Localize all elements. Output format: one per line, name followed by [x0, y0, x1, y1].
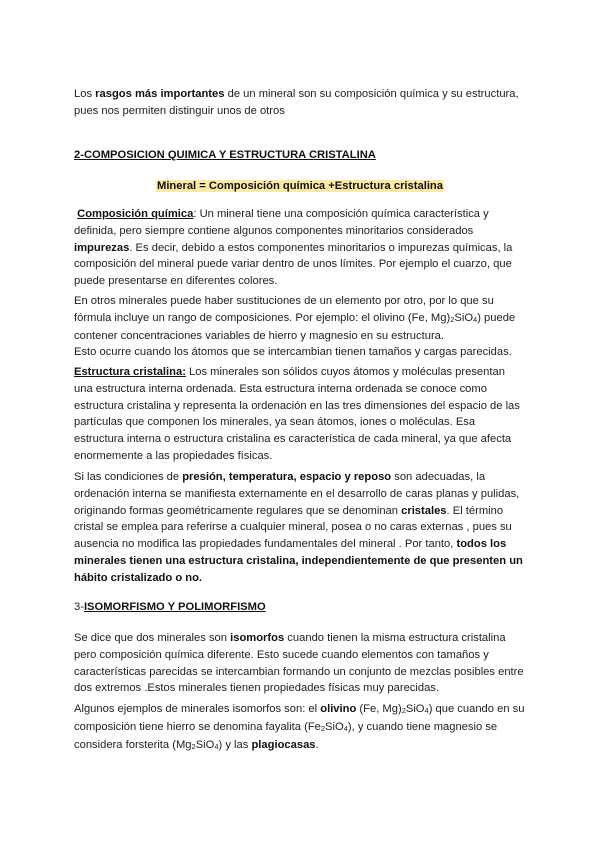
section-3-heading: [74, 599, 526, 616]
section-3-prefix: 3-: [74, 601, 84, 613]
ejemplos-text: SiO: [195, 738, 215, 751]
ejemplos-text: ) y las: [218, 738, 252, 751]
subscript: 4: [343, 723, 348, 733]
ejemplos-text: SiO: [325, 720, 344, 733]
subscript: 2: [401, 706, 406, 715]
condiciones-text-3: . El término cristal se emplea para referirse a cualquier mineral, posea o no caras externas , pues su ausencia no modifica las propiedades fundamentales del mineral . Por tanto,: [74, 504, 512, 551]
sustituciones-text-3: Esto ocurre cuando los átomos que se intercambian tienen tamaños y cargas parecidas.: [74, 346, 512, 359]
ejemplos-text: Algunos ejemplos de minerales isomorfos son: el: [74, 703, 321, 715]
formula-line: [0, 178, 600, 195]
olivino-bold: olivino: [320, 703, 357, 715]
sustituciones-paragraph: [74, 293, 526, 361]
condiciones-bold-3: todos los minerales tienen una estructura cristalina, independientemente de que presenten un hábito cristalizado o no.: [74, 538, 523, 584]
composicion-text-1: : Un mineral tiene una composición química característica y definida, pero siempre contiene algunos componentes minoritarios considerados: [74, 208, 489, 237]
formula-highlight: Mineral = Composición química +Estructura cristalina: [157, 180, 443, 192]
subscript: 2: [320, 723, 326, 733]
composicion-text-2: . Es decir, debido a estos componentes minoritarios o impurezas químicas, la composición del mineral puede variar dentro de unos límites. Por ejemplo el cuarzo, que puede presentarse en diferentes colores.: [74, 241, 513, 288]
condiciones-text-1: Si las condiciones de: [74, 471, 183, 483]
section-2-title: 2-COMPOSICION QUIMICA Y ESTRUCTURA CRISTALINA: [74, 149, 376, 161]
ejemplos-text: ), y cuando tiene magnesio se considera forsterita (Mg: [74, 720, 498, 751]
intro-text-end: de un mineral son su composición química y su estructura, pues nos permiten distinguir unos de otros: [74, 88, 519, 117]
impurezas-bold: impurezas: [74, 241, 130, 254]
ejemplos-paragraph: [74, 701, 526, 754]
sustituciones-text-2: ) puede contener concentraciones variables de hierro y magnesio en su estructura.: [74, 311, 516, 342]
composicion-term: Composición química: [77, 208, 194, 220]
condiciones-bold-1: presión, temperatura, espacio y reposo: [182, 471, 392, 483]
subscript: 4: [424, 706, 429, 715]
ejemplos-text: ) que cuando en su composición tiene hierro se denomina fayalita (Fe: [74, 703, 525, 733]
intro-bold: rasgos más importantes: [95, 88, 225, 100]
subscript: 2: [191, 741, 196, 751]
subscript: 2: [450, 314, 455, 324]
intro-paragraph: [74, 86, 526, 120]
estructura-term: Estructura cristalina:: [74, 366, 186, 378]
estructura-paragraph: [74, 364, 526, 465]
ejemplos-text: SiO: [405, 703, 425, 715]
ejemplos-text: .: [315, 738, 319, 751]
isomorfos-bold: isomorfos: [230, 632, 285, 644]
isomorfos-text-2: cuando tienen la misma estructura cristalina pero composición química diferente. Esto sucede cuando elementos con tamaños y características parecidas se intercambian formando un conjunto de mezclas posibles entre dos extremos .Estos minerales tienen propiedades físicas muy parecidas.: [74, 632, 524, 695]
ejemplos-text: (Fe, Mg): [356, 703, 402, 715]
sustituciones-formula: SiO: [454, 311, 474, 324]
isomorfos-text-1: Se dice que dos minerales son: [74, 632, 231, 644]
cristales-bold: cristales: [401, 504, 447, 517]
section-3-title: ISOMORFISMO Y POLIMORFISMO: [83, 601, 266, 613]
subscript: 4: [473, 314, 478, 324]
isomorfos-paragraph: [74, 630, 526, 697]
sustituciones-text-1: En otros minerales puede haber sustituciones de un elemento por otro, por lo que su fórmula incluye un rango de composiciones. Por ejemplo: el olivino (Fe, Mg): [74, 295, 494, 324]
plagiocasas-bold: plagiocasas: [251, 738, 316, 751]
composicion-paragraph: [74, 206, 526, 290]
condiciones-paragraph: [74, 469, 526, 587]
estructura-text: Los minerales son sólidos cuyos átomos y moléculas presentan una estructura interna ordenada. Esta estructura interna ordenada se conoce como estructura cristalina y representa la ordenación en las tres dimensiones del espacio de las partículas que componen los minerales, ya sean átomos, iones o moléculas. Esa estructura interna o estructura cristalina es característica de cada mineral, ya que afecta enormemente a las propiedades físicas.: [74, 366, 520, 462]
condiciones-text-2: son adecuadas, la ordenación interna se manifiesta externamente en el desarrollo de caras planas y pulidas, originando formas geométricamente regulares que se denominan: [74, 471, 520, 517]
section-2-heading: [74, 147, 526, 164]
intro-text: Los: [74, 88, 96, 100]
subscript: 4: [214, 741, 219, 751]
